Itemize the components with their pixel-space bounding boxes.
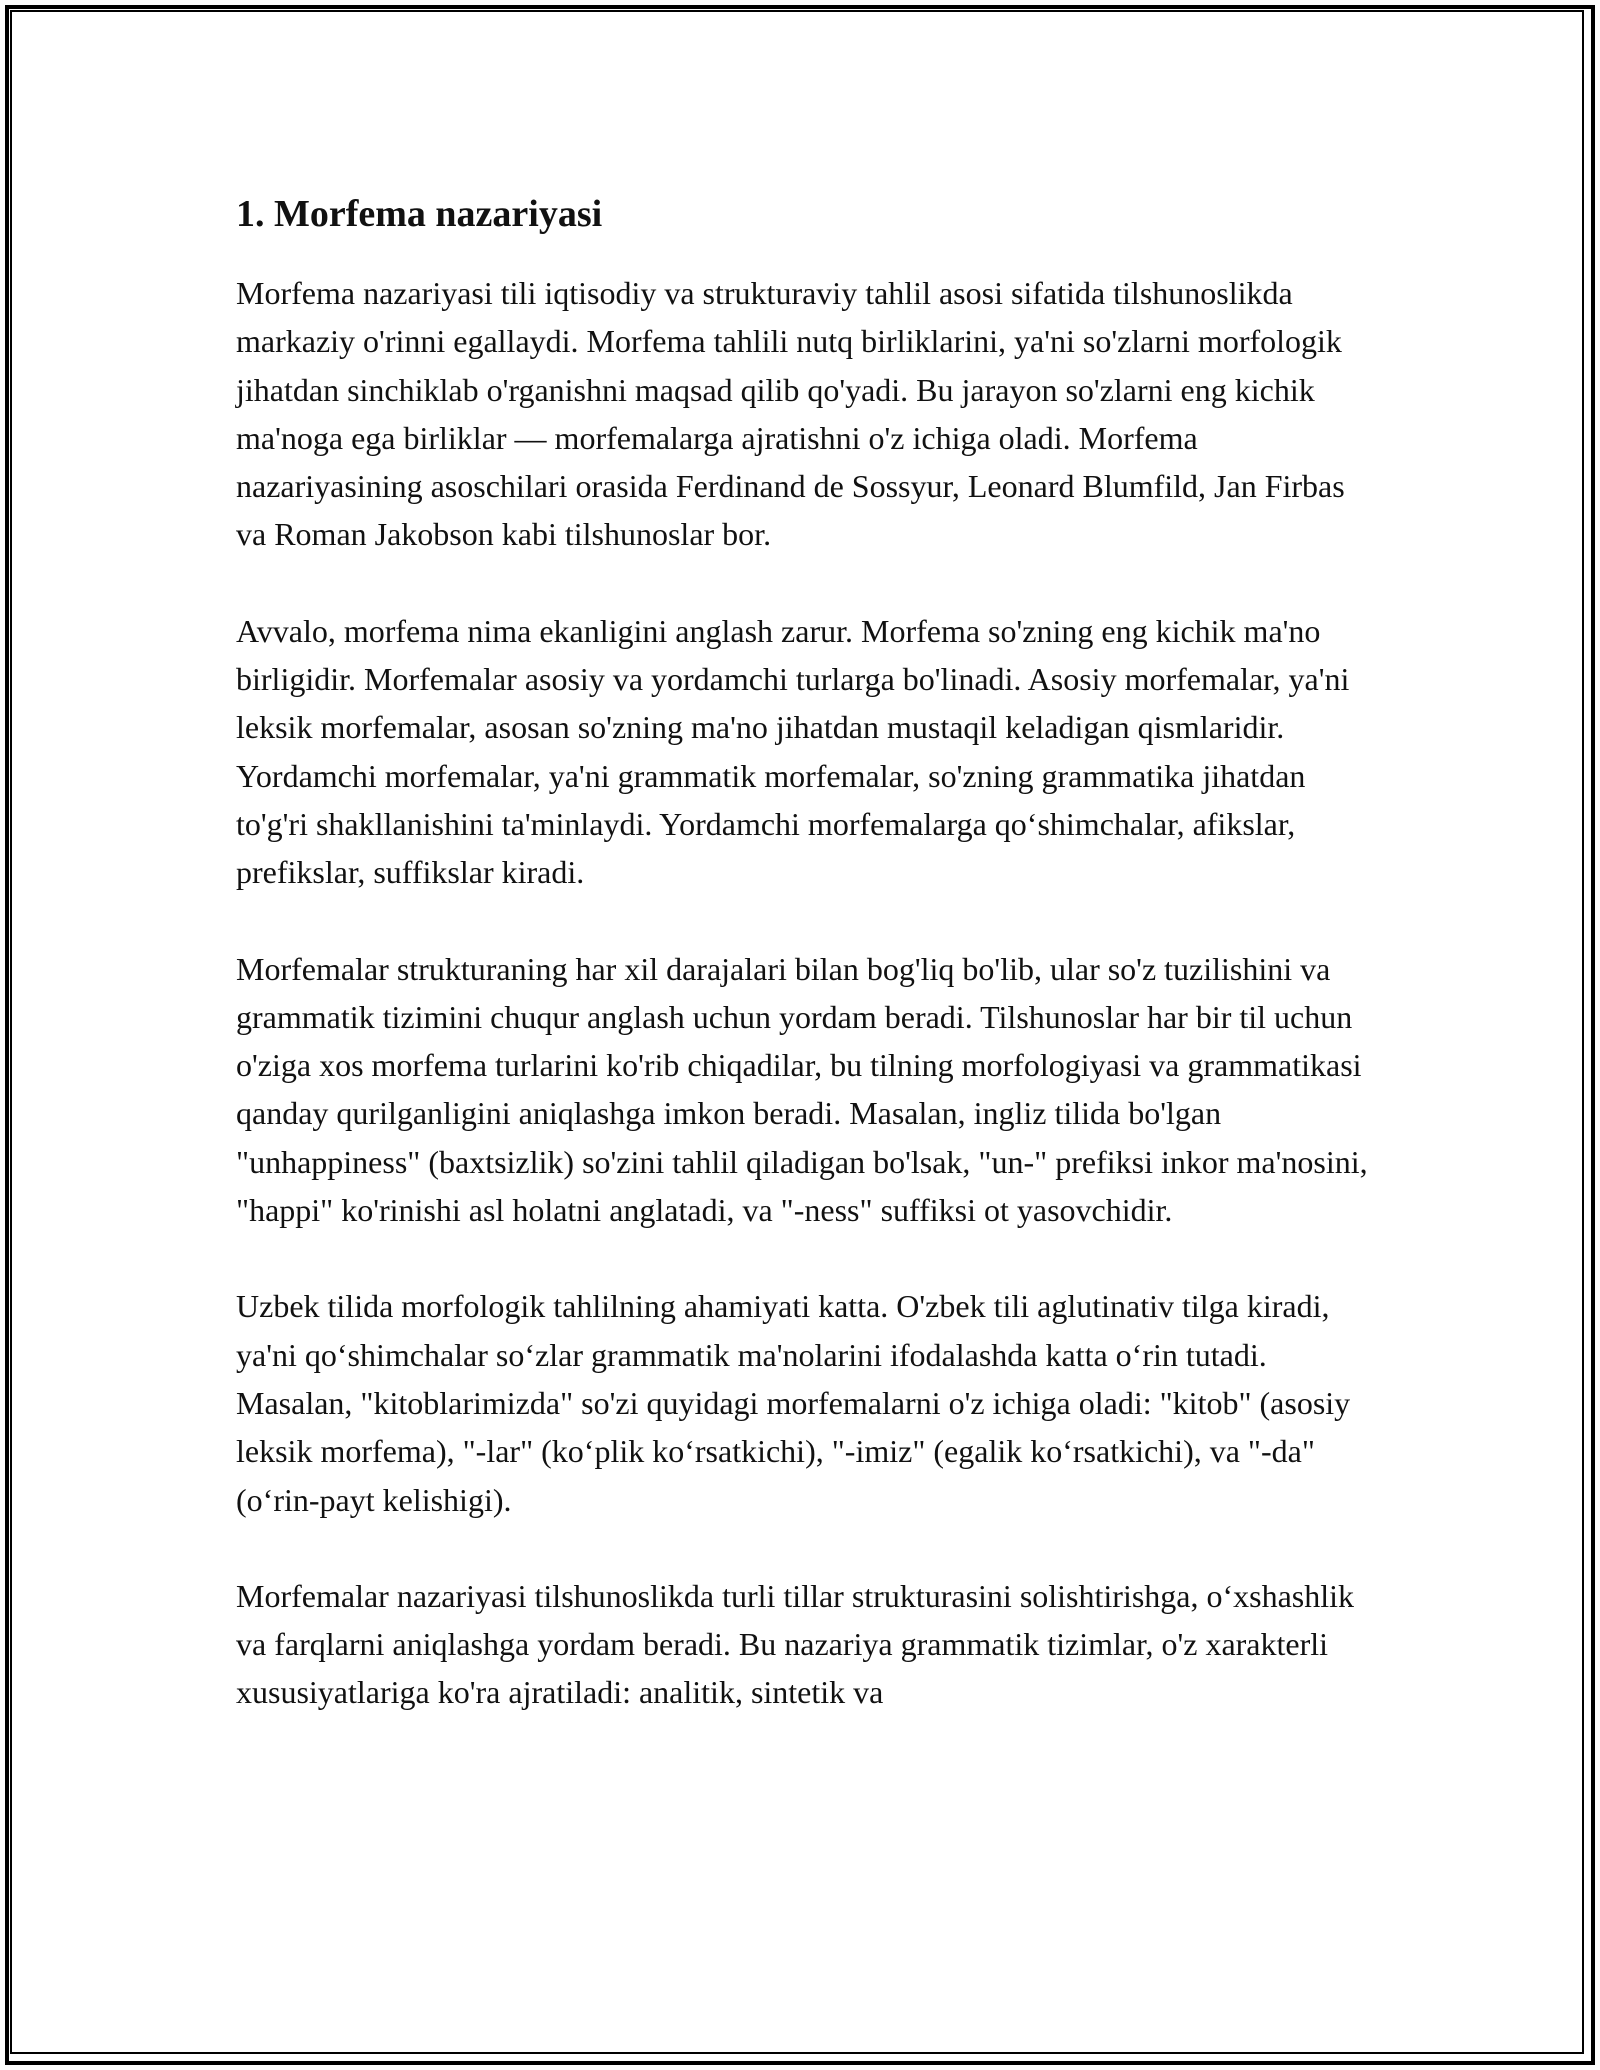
paragraph-3: Morfemalar strukturaning har xil darajalari bilan bog'liq bo'lib, ular so'z tuzilishini va grammatik tizimini chuqur anglash uchun yordam beradi. Tilshunoslar har bir til uchun o'ziga xos morfema turlarini ko'rib chiqadilar, bu tilning morfologiyasi va grammatikasi qanday qurilganligini aniqlashga imkon beradi. Masalan, ingliz tilida bo'lgan "unhappiness" (baxtsizlik) so'zini tahlil qiladigan bo'lsak, "un-" prefiksi inkor ma'nosini, "happi" ko'rinishi asl holatni anglatadi, va "-ness" suffiksi ot yasovchidir.: [236, 950, 1368, 1229]
paragraph-2: Avvalo, morfema nima ekanligini anglash zarur. Morfema so'zning eng kichik ma'no birligidir. Morfemalar asosiy va yordamchi turlarga bo'linadi. Asosiy morfemalar, ya'ni leksik morfemalar, asosan so'zning ma'no jihatdan mustaqil keladigan qismlaridir. Yordamchi morfemalar, ya'ni grammatik morfemalar, so'zning grammatika jihatdan to'g'ri shakllanishini ta'minlaydi. Yordamchi morfemalarga qo‘shimchalar, afikslar, prefikslar, suffikslar kiradi.: [236, 612, 1350, 891]
paragraph-4: Uzbek tilida morfologik tahlilning ahamiyati katta. O'zbek tili aglutinativ tilga kiradi, ya'ni qo‘shimchalar so‘zlar grammatik ma'nolarini ifodalashda katta o‘rin tutadi. Masalan, "kitoblarimizda" so'zi quyidagi morfemalarni o'z ichiga oladi: "kitob" (asosiy leksik morfema), "-lar" (ko‘plik ko‘rsatkichi), "-imiz" (egalik ko‘rsatkichi), va "-da" (o‘rin-payt kelishigi).: [236, 1288, 1351, 1518]
section-heading: 1. Morfema nazariyasi: [236, 193, 603, 235]
paragraph-5: Morfemalar nazariyasi tilshunoslikda turli tillar strukturasini solishtirishga, o‘xshashlik va farqlarni aniqlashga yordam beradi. Bu nazariya grammatik tizimlar, o'z xarakterli xususiyatlariga ko'ra ajratiladi: analitik, sintetik va: [236, 1577, 1355, 1711]
paragraph-1: Morfema nazariyasi tili iqtisodiy va strukturaviy tahlil asosi sifatida tilshunoslikda markaziy o'rinni egallaydi. Morfema tahlili nutq birliklarini, ya'ni so'zlarni morfologik jihatdan sinchiklab o'rganishni maqsad qilib qo'yadi. Bu jarayon so'zlarni eng kichik ma'noga ega birliklar — morfemalarga ajratishni o'z ichiga oladi. Morfema nazariyasining asoschilari orasida Ferdinand de Sossyur, Leonard Blumfild, Jan Firbas va Roman Jakobson kabi tilshunoslar bor.: [236, 275, 1345, 553]
document-body: [236, 185, 1376, 1765]
